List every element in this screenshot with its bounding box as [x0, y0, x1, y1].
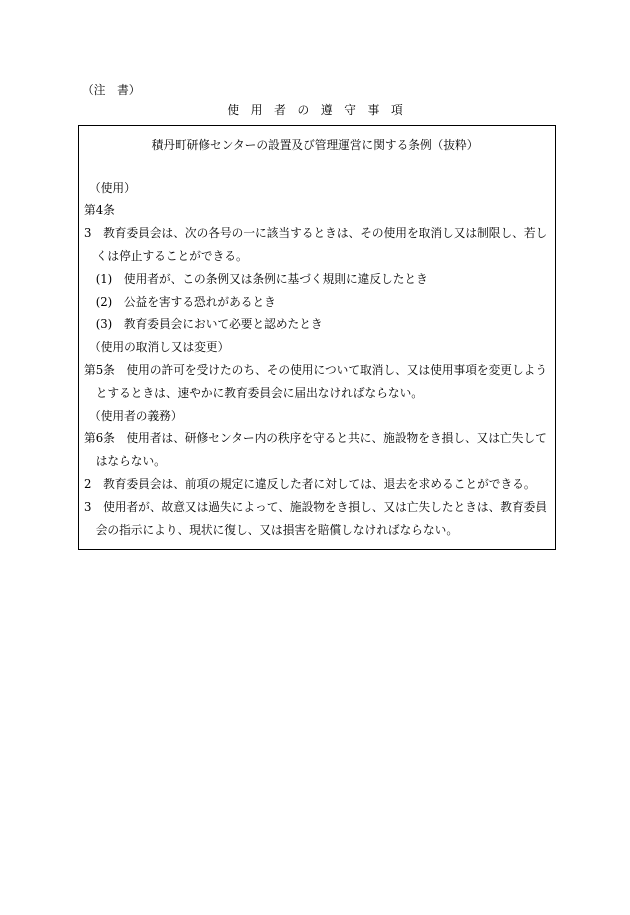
- article-line: とするときは、速やかに教育委員会に届出なければならない。: [95, 385, 423, 400]
- clause-line: 3 教育委員会は、次の各号の一に該当するときは、その使用を取消し又は制限し、若し: [84, 226, 548, 241]
- page-heading: 使 用 者 の 遵 守 事 項: [227, 103, 403, 117]
- article-4-item-list: [84, 268, 550, 336]
- list-item: (2) 公益を害する恐れがあるとき: [95, 294, 276, 309]
- article-line: 第6条 使用者は、研修センター内の秩序を守ると共に、施設物をき損し、又は亡失して: [84, 431, 547, 446]
- ordinance-excerpt-box: [78, 125, 556, 550]
- article-6: [84, 427, 550, 541]
- article-6-paragraph-2: [84, 473, 550, 496]
- article-5: [84, 359, 550, 405]
- section-caption-use: （使用）: [89, 180, 136, 195]
- article-4-clause-3: [84, 222, 550, 268]
- article-6-paragraph-3: [84, 496, 550, 542]
- section-caption-duty: （使用者の義務）: [89, 408, 183, 423]
- article-line: 3 使用者が、故意又は過失によって、施設物をき損し、又は亡失したときは、教育委員: [84, 499, 548, 514]
- section-caption-cancel: （使用の取消し又は変更）: [89, 340, 230, 355]
- article-line: 第5条 使用の許可を受けたのち、その使用について取消し、又は使用事項を変更しよう: [84, 362, 548, 377]
- clause-line: くは停止することができる。: [95, 248, 248, 263]
- article-line: 会の指示により、現状に復し、又は損害を賠償しなければならない。: [95, 522, 459, 537]
- article-6-paragraph-1: [84, 427, 550, 473]
- list-item: (1) 使用者が、この条例又は条例に基づく規則に違反したとき: [95, 271, 428, 286]
- article-line: はならない。: [95, 454, 166, 469]
- ordinance-title: 積丹町研修センターの設置及び管理運営に関する条例（抜粋）: [151, 137, 479, 152]
- article-4-label: 第4条: [84, 203, 115, 218]
- article-line: 2 教育委員会は、前項の規定に違反した者に対しては、退去を求めることができる。: [84, 476, 536, 491]
- list-item: (3) 教育委員会において必要と認めたとき: [95, 317, 323, 332]
- note-label: （注 書）: [82, 83, 141, 97]
